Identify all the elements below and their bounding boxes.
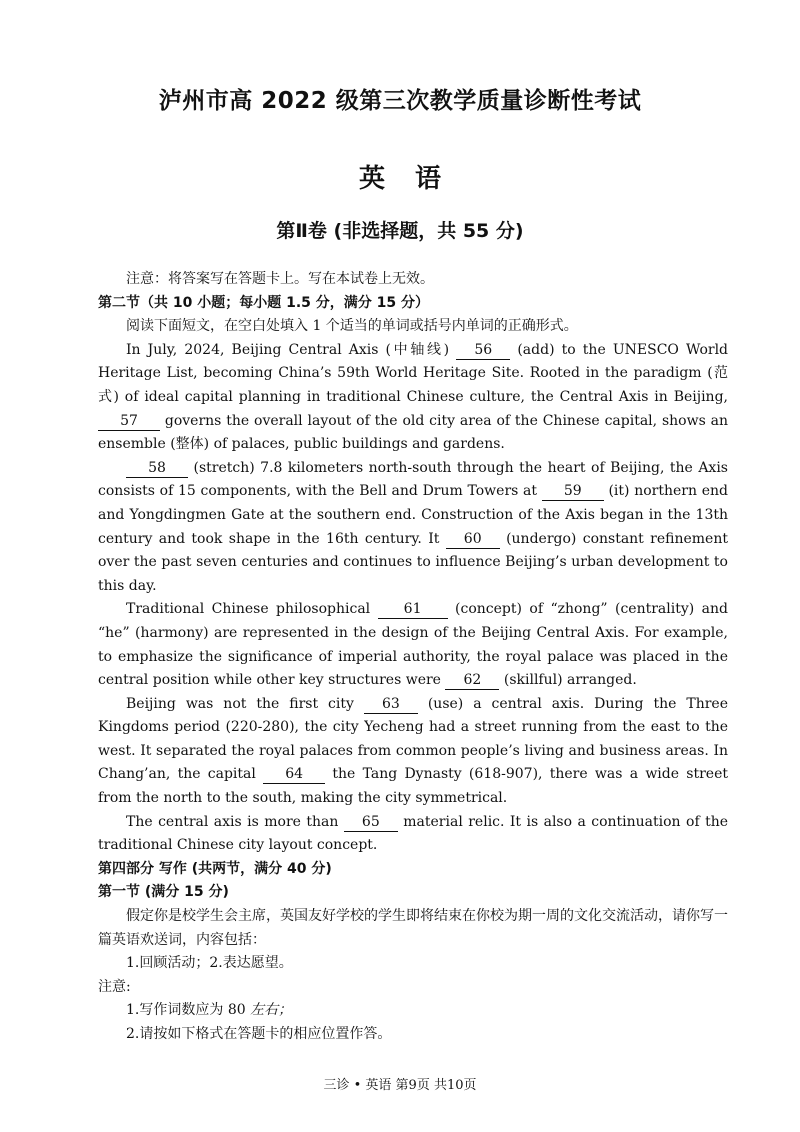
section2-heading: 第二节（共 10 小题；每小题 1.5 分，满分 15 分） xyxy=(98,294,430,311)
passage-text: In July, 2024, Beijing Central Axis (中轴线) xyxy=(126,341,457,358)
passage-text: Traditional Chinese philosophical xyxy=(126,601,378,618)
notice-line: 注意：将答案写在答题卡上。写在本试卷上无效。 xyxy=(126,271,434,287)
writing-prompt: 假定你是校学生会主席，英国友好学校的学生即将结束在你校为期一周的文化交流活动，请你写一篇英语欢送词，内容包括： xyxy=(98,908,728,948)
subject-char-1: 英 xyxy=(358,164,385,194)
note-text: 1.写作词数应为 xyxy=(126,1002,228,1019)
blank-56: 56 xyxy=(456,342,510,360)
passage-paragraph-4 xyxy=(98,693,728,811)
part4-heading: 第四部分 写作 (共两节，满分 40 分) xyxy=(98,860,332,877)
volume-title: 第Ⅱ卷 (非选择题，共 55 分) xyxy=(276,220,524,242)
blank-63: 63 xyxy=(364,696,418,714)
passage-text: material relic. It is also a continuation of the traditional Chinese city layout concept. xyxy=(98,813,728,854)
passage-text: (use) a central axis. During the Three Kingdoms period (220-280), the city Yecheng had a street running from the east to the west. It separated the royal palaces from common people’s living and business areas. In Chang’an, the capital xyxy=(98,695,728,783)
passage-text: (skillful) arranged. xyxy=(499,672,637,689)
note-2: 2.请按如下格式在答题卡的相应位置作答。 xyxy=(126,1026,392,1042)
blank-60: 60 xyxy=(446,531,500,549)
note-1 xyxy=(98,999,728,1023)
blank-64: 64 xyxy=(263,766,325,784)
exam-title: 泸州市高 2022 级第三次教学质量诊断性考试 xyxy=(158,88,642,114)
page-footer: 三诊 • 英语 第9页 共10页 xyxy=(323,1078,477,1093)
subject-char-2: 语 xyxy=(415,164,442,194)
blank-58: 58 xyxy=(126,460,188,478)
blank-62: 62 xyxy=(445,672,499,690)
blank-59: 59 xyxy=(542,483,604,501)
passage-paragraph-1 xyxy=(98,339,728,457)
writing-content-points: 1.回顾活动；2.表达愿望。 xyxy=(126,955,293,972)
notes-label: 注意: xyxy=(98,978,131,995)
passage-paragraph-3 xyxy=(98,598,728,692)
part4-subheading: 第一节 (满分 15 分) xyxy=(98,884,229,901)
passage-text: governs the overall layout of the old city area of the Chinese capital, shows an ensemble (整体) of palaces, public buildings and gardens. xyxy=(98,412,728,453)
passage-text: The central axis is more than xyxy=(126,813,344,830)
note-text: 左右； xyxy=(245,1002,293,1019)
word-count: 80 xyxy=(227,1002,246,1019)
passage-text: the Tang Dynasty (618-907), there was a wide street from the north to the south, making the city symmetrical. xyxy=(98,766,728,807)
passage-text: (add) to the UNESCO World Heritage List, becoming China’s 59th World Heritage Site. Rooted in the paradigm (范式) of ideal capital planning in traditional Chinese culture, the Central Axis in Beijing, xyxy=(98,341,729,405)
passage-paragraph-2 xyxy=(98,457,728,599)
blank-61: 61 xyxy=(378,601,448,619)
passage-text: (undergo) constant refinement over the past seven centuries and continues to influence Beijing’s urban development to this day. xyxy=(98,530,728,594)
blank-57: 57 xyxy=(98,413,160,431)
subject-title xyxy=(0,158,800,195)
passage-text: (it) northern end and Yongdingmen Gate at the southern end. Construction of the Axis began in the 13th century and took shape in the 16th century. It xyxy=(98,483,728,547)
blank-65: 65 xyxy=(344,814,398,832)
passage-text: (concept) of “zhong” (centrality) and “he” (harmony) are represented in the design of the Beijing Central Axis. For example, to emphasize the significance of imperial authority, the royal palace was placed in the central position while other key structures were xyxy=(98,601,728,689)
passage-text: Beijing was not the first city xyxy=(126,695,364,712)
exam-content xyxy=(98,268,728,1047)
passage-text: (stretch) 7.8 kilometers north-south through the heart of Beijing, the Axis consists of 15 components, with the Bell and Drum Towers at xyxy=(98,459,728,500)
passage-paragraph-5 xyxy=(98,811,728,858)
section2-instruction: 阅读下面短文，在空白处填入 1 个适当的单词或括号内单词的正确形式。 xyxy=(126,318,578,335)
